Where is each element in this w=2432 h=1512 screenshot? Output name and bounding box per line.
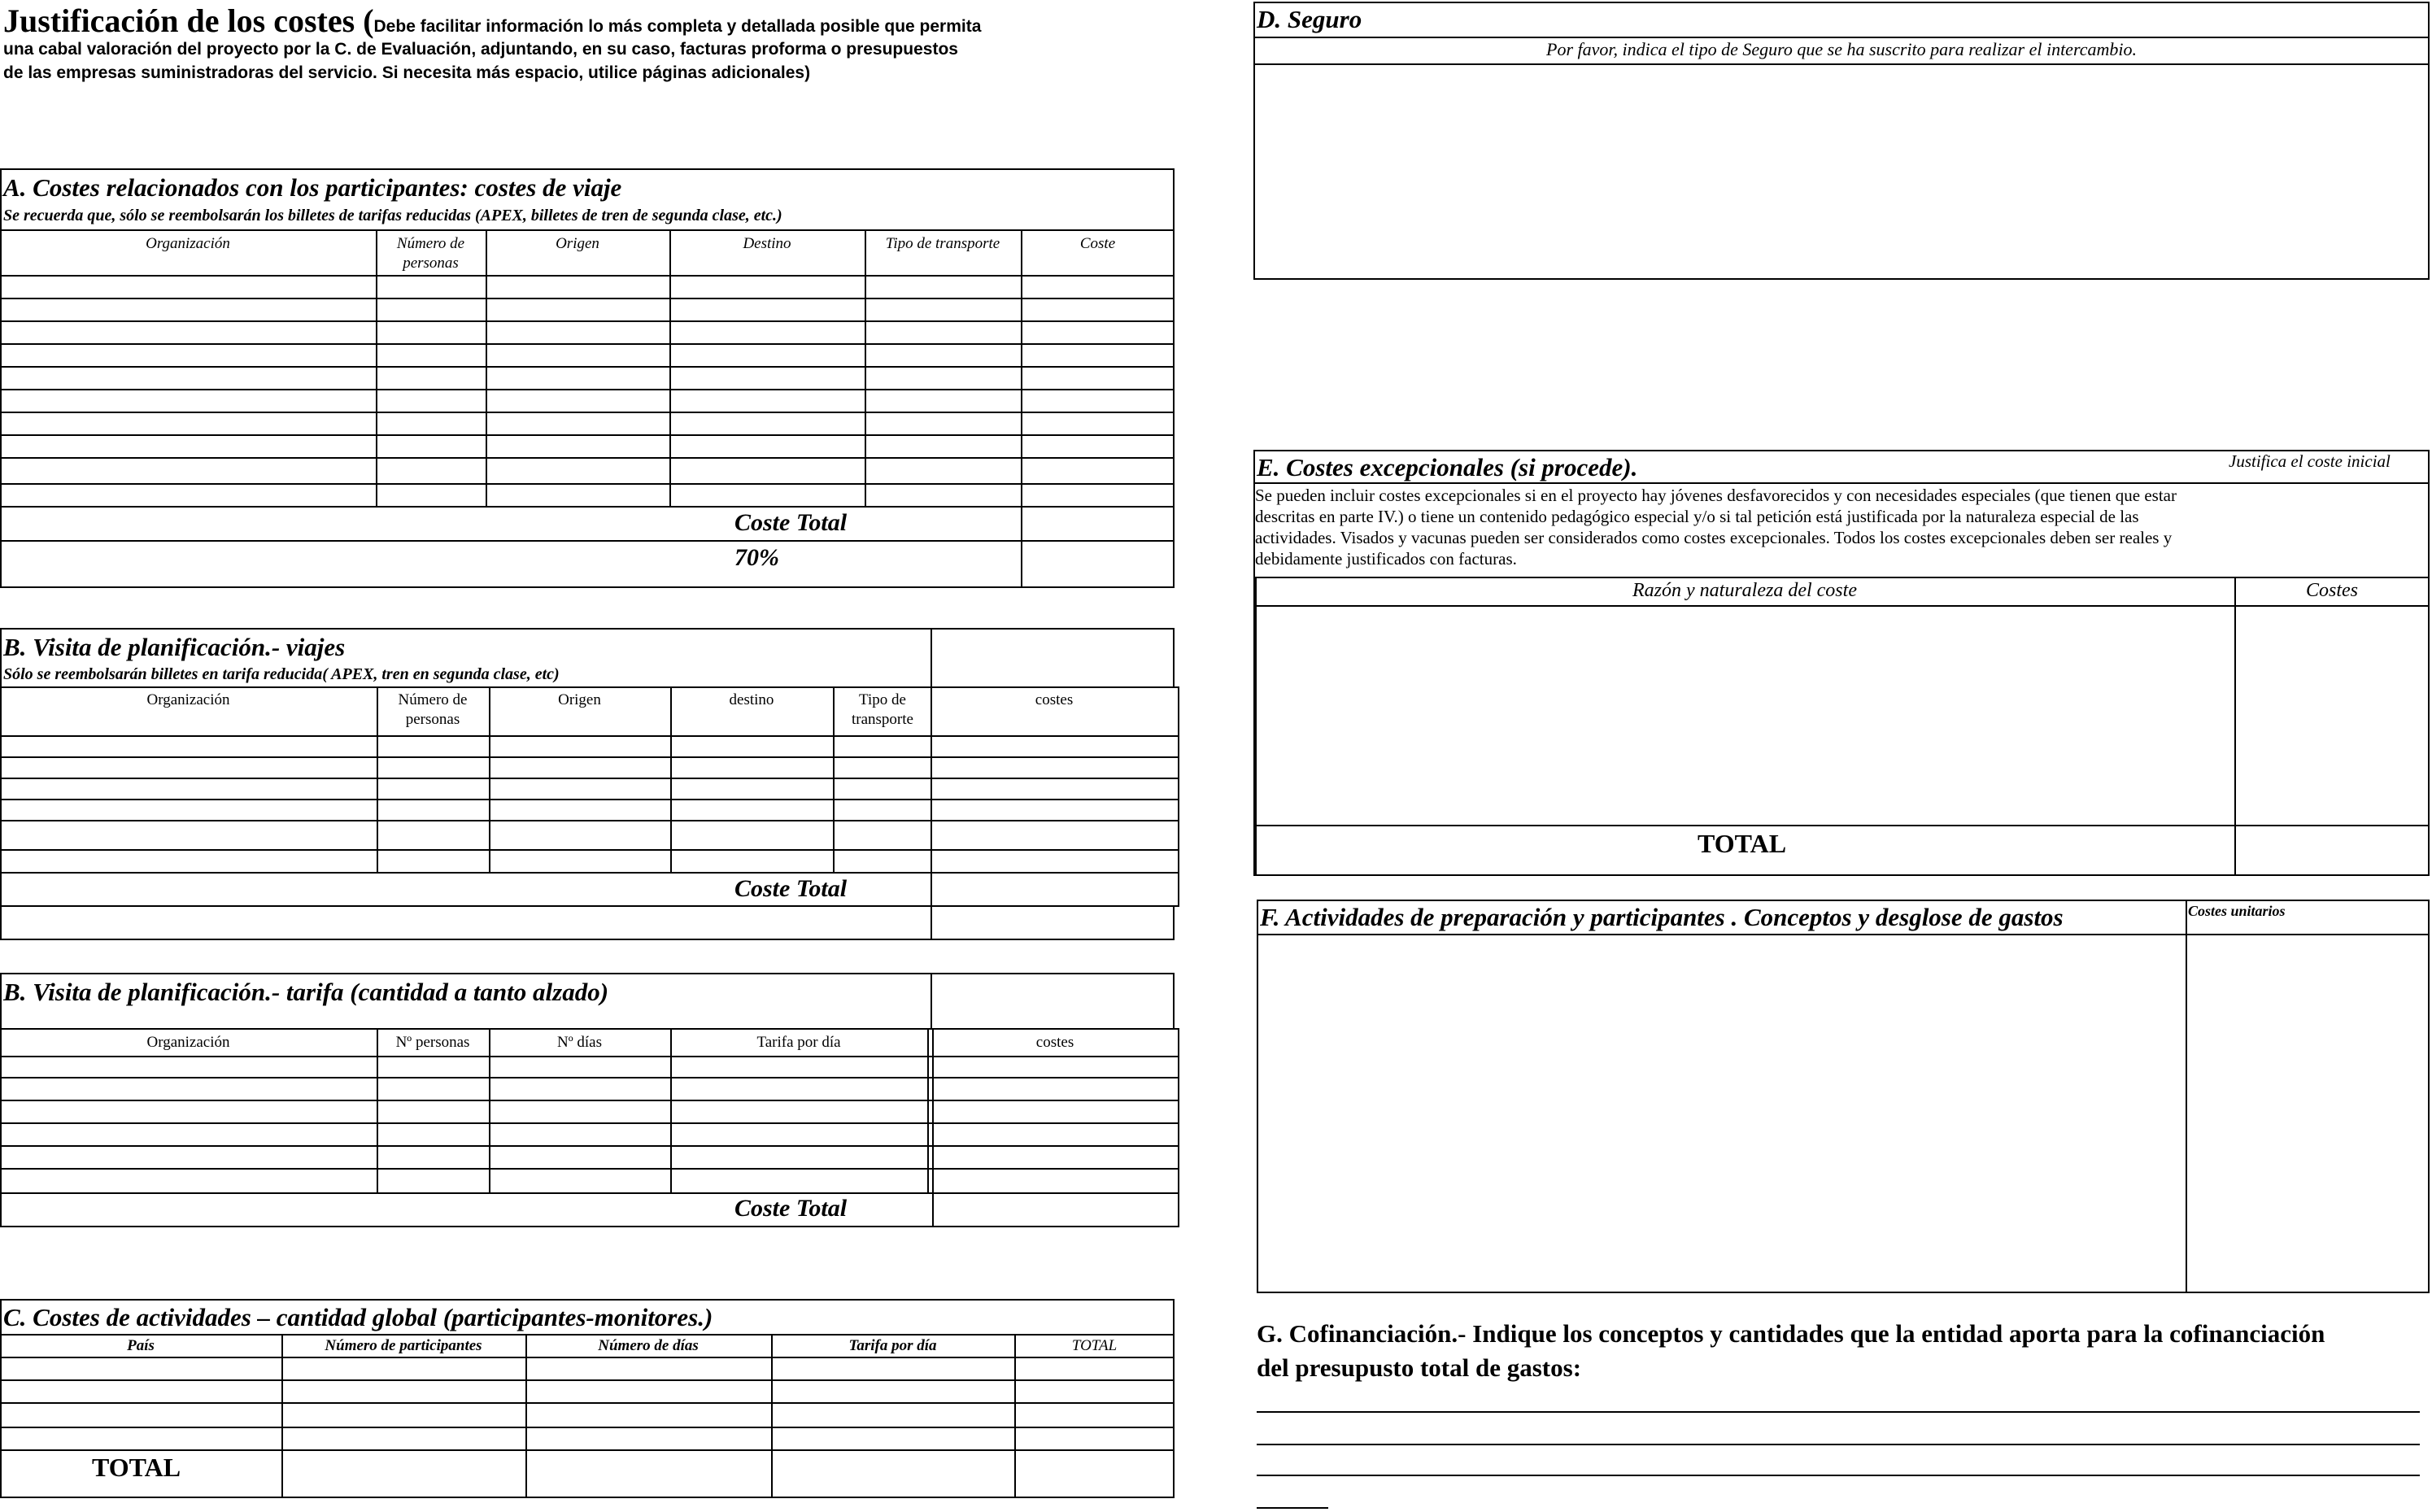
section-a-col-destino: Destino — [743, 235, 791, 252]
section-g-answer-line[interactable] — [1257, 1507, 1328, 1509]
section-c-col-numero-dias: Número de días — [598, 1337, 699, 1354]
section-b1-total-label: Coste Total — [734, 875, 848, 902]
section-b2-total-label: Coste Total — [734, 1195, 848, 1222]
section-b2-col-organizacion: Organización — [146, 1034, 230, 1051]
page-header — [3, 2, 1183, 83]
section-d-instruction: Por favor, indica el tipo de Seguro que se ha suscrito para realizar el intercambio. — [1546, 39, 2137, 59]
section-b2-table — [0, 1028, 1179, 1227]
section-e-paragraph-line-1: Se pueden incluir costes excepcionales si en el proyecto hay jóvenes desfavorecidos y con necesidades especiales (que tienen que estar — [1255, 486, 2177, 505]
section-b1-col-destino: destino — [729, 691, 774, 708]
section-b1-side-box — [931, 628, 1175, 688]
section-g-answer-line[interactable] — [1257, 1411, 2420, 1413]
section-a-table — [0, 168, 1175, 588]
section-b1-col-numero-personas: Número de personas — [398, 691, 468, 728]
section-d-title: D. Seguro — [1257, 5, 1362, 33]
section-b1-note: Sólo se reembolsarán billetes en tarifa reducida( APEX, tren en segunda clase, etc) — [3, 665, 560, 683]
section-c-total-label: TOTAL — [92, 1453, 181, 1482]
section-a-total-label: Coste Total — [734, 509, 848, 536]
page-title: Justificación de los costes ( — [3, 2, 374, 39]
section-a-col-organizacion: Organización — [146, 235, 230, 252]
section-g-text-line-2: del presupusto total de gastos: — [1257, 1353, 1582, 1382]
section-e-total-label: TOTAL — [1698, 829, 1787, 858]
section-g-answer-line[interactable] — [1257, 1475, 2420, 1476]
section-b1-col-costes: costes — [1035, 691, 1074, 708]
section-a-percent-label: 70% — [734, 544, 779, 571]
section-g-text-line-1: G. Cofinanciación.- Indique los conceptos y cantidades que la entidad aporta para la cofinanciación — [1257, 1319, 2325, 1348]
header-note-line-3: de las empresas suministradoras del servicio. Si necesita más espacio, utilice páginas adicionales) — [3, 63, 811, 82]
section-c-col-tarifa-dia: Tarifa por día — [848, 1337, 937, 1354]
section-f-box — [1257, 900, 2430, 1293]
section-g-answer-line[interactable] — [1257, 1444, 2420, 1445]
section-c-title: C. Costes de actividades – cantidad global (participantes-monitores.) — [3, 1303, 713, 1331]
section-a-col-tipo-transporte: Tipo de transporte — [885, 235, 1000, 252]
section-e-side-note: Justifica el coste inicial — [2229, 451, 2391, 471]
section-b1-extra-row — [0, 905, 1175, 940]
header-note-line-2: una cabal valoración del proyecto por la C. de Evaluación, adjuntando, en su caso, facturas proforma o presupuestos — [3, 40, 958, 59]
section-b2-col-personas: Nº personas — [395, 1034, 470, 1051]
section-e-paragraph-line-4: debidamente justificados con facturas. — [1255, 549, 1517, 569]
section-a-note: Se recuerda que, sólo se reembolsarán los billetes de tarifas reducidas (APEX, billetes de tren de segunda clase, etc.) — [3, 207, 782, 224]
section-e-costs-table — [1255, 577, 2430, 876]
header-note-line-1: Debe facilitar información lo más completa y detallada posible que permita — [373, 17, 982, 36]
section-c-col-pais: País — [127, 1337, 155, 1354]
section-f-title: F. Actividades de preparación y participantes . Conceptos y desglose de gastos — [1260, 903, 2064, 931]
section-b2-side-box — [931, 973, 1175, 1030]
section-b1-table — [0, 686, 1179, 907]
section-a-col-coste: Coste — [1079, 235, 1116, 252]
section-e-col-razon: Razón y naturaleza del coste — [1632, 580, 1857, 601]
section-a-col-numero-personas: Número de personas — [396, 235, 465, 272]
section-e-col-costes: Costes — [2305, 580, 2358, 601]
section-b2-title: B. Visita de planificación.- tarifa (cantidad a tanto alzado) — [3, 978, 609, 1006]
section-c-col-numero-participantes: Número de participantes — [325, 1337, 482, 1354]
section-e-paragraph-line-2: descritas en parte IV.) o tiene un contenido pedagógico especial y/o si tal petición está justificada por la naturaleza especial de las — [1255, 507, 2139, 526]
section-a-col-origen: Origen — [556, 235, 599, 252]
section-e-paragraph-line-3: actividades. Visados y vacunas pueden ser considerados como costes excepcionales. Todos los costes excepcionales deben ser reales y — [1255, 528, 2173, 547]
section-b1-col-organizacion: Organización — [146, 691, 230, 708]
section-c-col-total: TOTAL — [1071, 1337, 1118, 1354]
section-b2-col-dias: Nº días — [557, 1034, 602, 1051]
section-b2-col-costes: costes — [1035, 1034, 1074, 1051]
section-f-unit-costs-label: Costes unitarios — [2188, 903, 2286, 919]
section-b1-title: B. Visita de planificación.- viajes — [3, 633, 346, 661]
section-b2-col-tarifa-dia: Tarifa por día — [756, 1034, 841, 1051]
section-b1-col-origen: Origen — [558, 691, 601, 708]
section-a-title: A. Costes relacionados con los participantes: costes de viaje — [3, 173, 622, 202]
section-e-title: E. Costes excepcionales (si procede). — [1257, 453, 1638, 481]
section-b1-col-tipo-transporte: Tipo de transporte — [852, 691, 913, 728]
